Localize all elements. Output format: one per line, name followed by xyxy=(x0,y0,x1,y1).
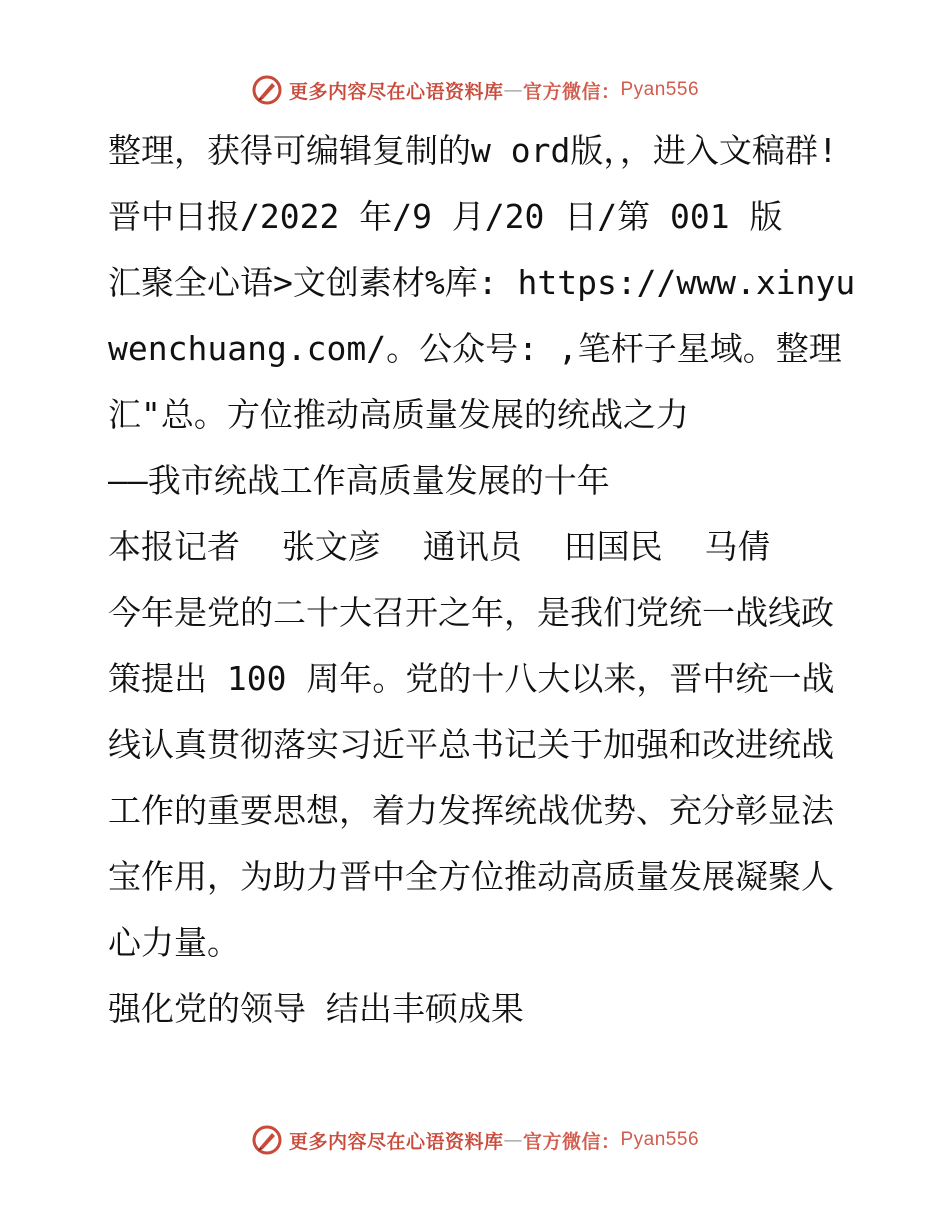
watermark-wechat-id: Pyan556 xyxy=(620,79,700,100)
watermark-main-text: 更多内容尽在心语资料库 xyxy=(288,1130,504,1153)
watermark-banner-top xyxy=(0,70,950,110)
watermark-dash: — xyxy=(503,79,523,101)
byline xyxy=(96,514,856,580)
pen-logo-icon xyxy=(251,74,283,106)
watermark-dash: — xyxy=(503,1129,523,1151)
watermark-banner-bottom xyxy=(0,1120,950,1160)
byline-reporter-name: 张文彦 xyxy=(281,527,381,566)
document-body xyxy=(96,118,856,1042)
pen-logo-icon xyxy=(251,1124,283,1156)
source-line: 晋中日报/2022 年/9 月/20 日/第 001 版 xyxy=(108,197,783,236)
watermark-wechat-label: 官方微信： xyxy=(522,1130,621,1153)
section-heading: 强化党的领导 结出丰硕成果 xyxy=(108,989,524,1028)
intro-paragraph: 整理，获得可编辑复制的w ord版，，进入文稿群! xyxy=(108,131,838,170)
byline-correspondent-name-1: 田国民 xyxy=(563,527,663,566)
source-promo-paragraph: 汇聚全心语>文创素材%库: https://www.xinyuwenchuang.com/。公众号: ,笔杆子星域。整理汇"总。方位推动高质量发展的统战之力 xyxy=(108,263,856,434)
watermark-wechat-label: 官方微信： xyxy=(522,80,621,103)
byline-correspondent-label: 通讯员 xyxy=(422,527,522,566)
byline-correspondent-name-2: 马倩 xyxy=(704,527,771,566)
byline-reporter-label: 本报记者 xyxy=(108,527,240,566)
watermark-wechat-id: Pyan556 xyxy=(620,1129,700,1150)
subtitle: ——我市统战工作高质量发展的十年 xyxy=(108,461,610,500)
lead-paragraph: 今年是党的二十大召开之年，是我们党统一战线政策提出 100 周年。党的十八大以来，晋中统一战线认真贯彻落实习近平总书记关于加强和改进统战工作的重要思想，着力发挥统战优势、充分彰显法宝作用，为助力晋中全方位推动高质量发展凝聚人心力量。 xyxy=(108,593,835,962)
watermark-main-text: 更多内容尽在心语资料库 xyxy=(288,80,504,103)
